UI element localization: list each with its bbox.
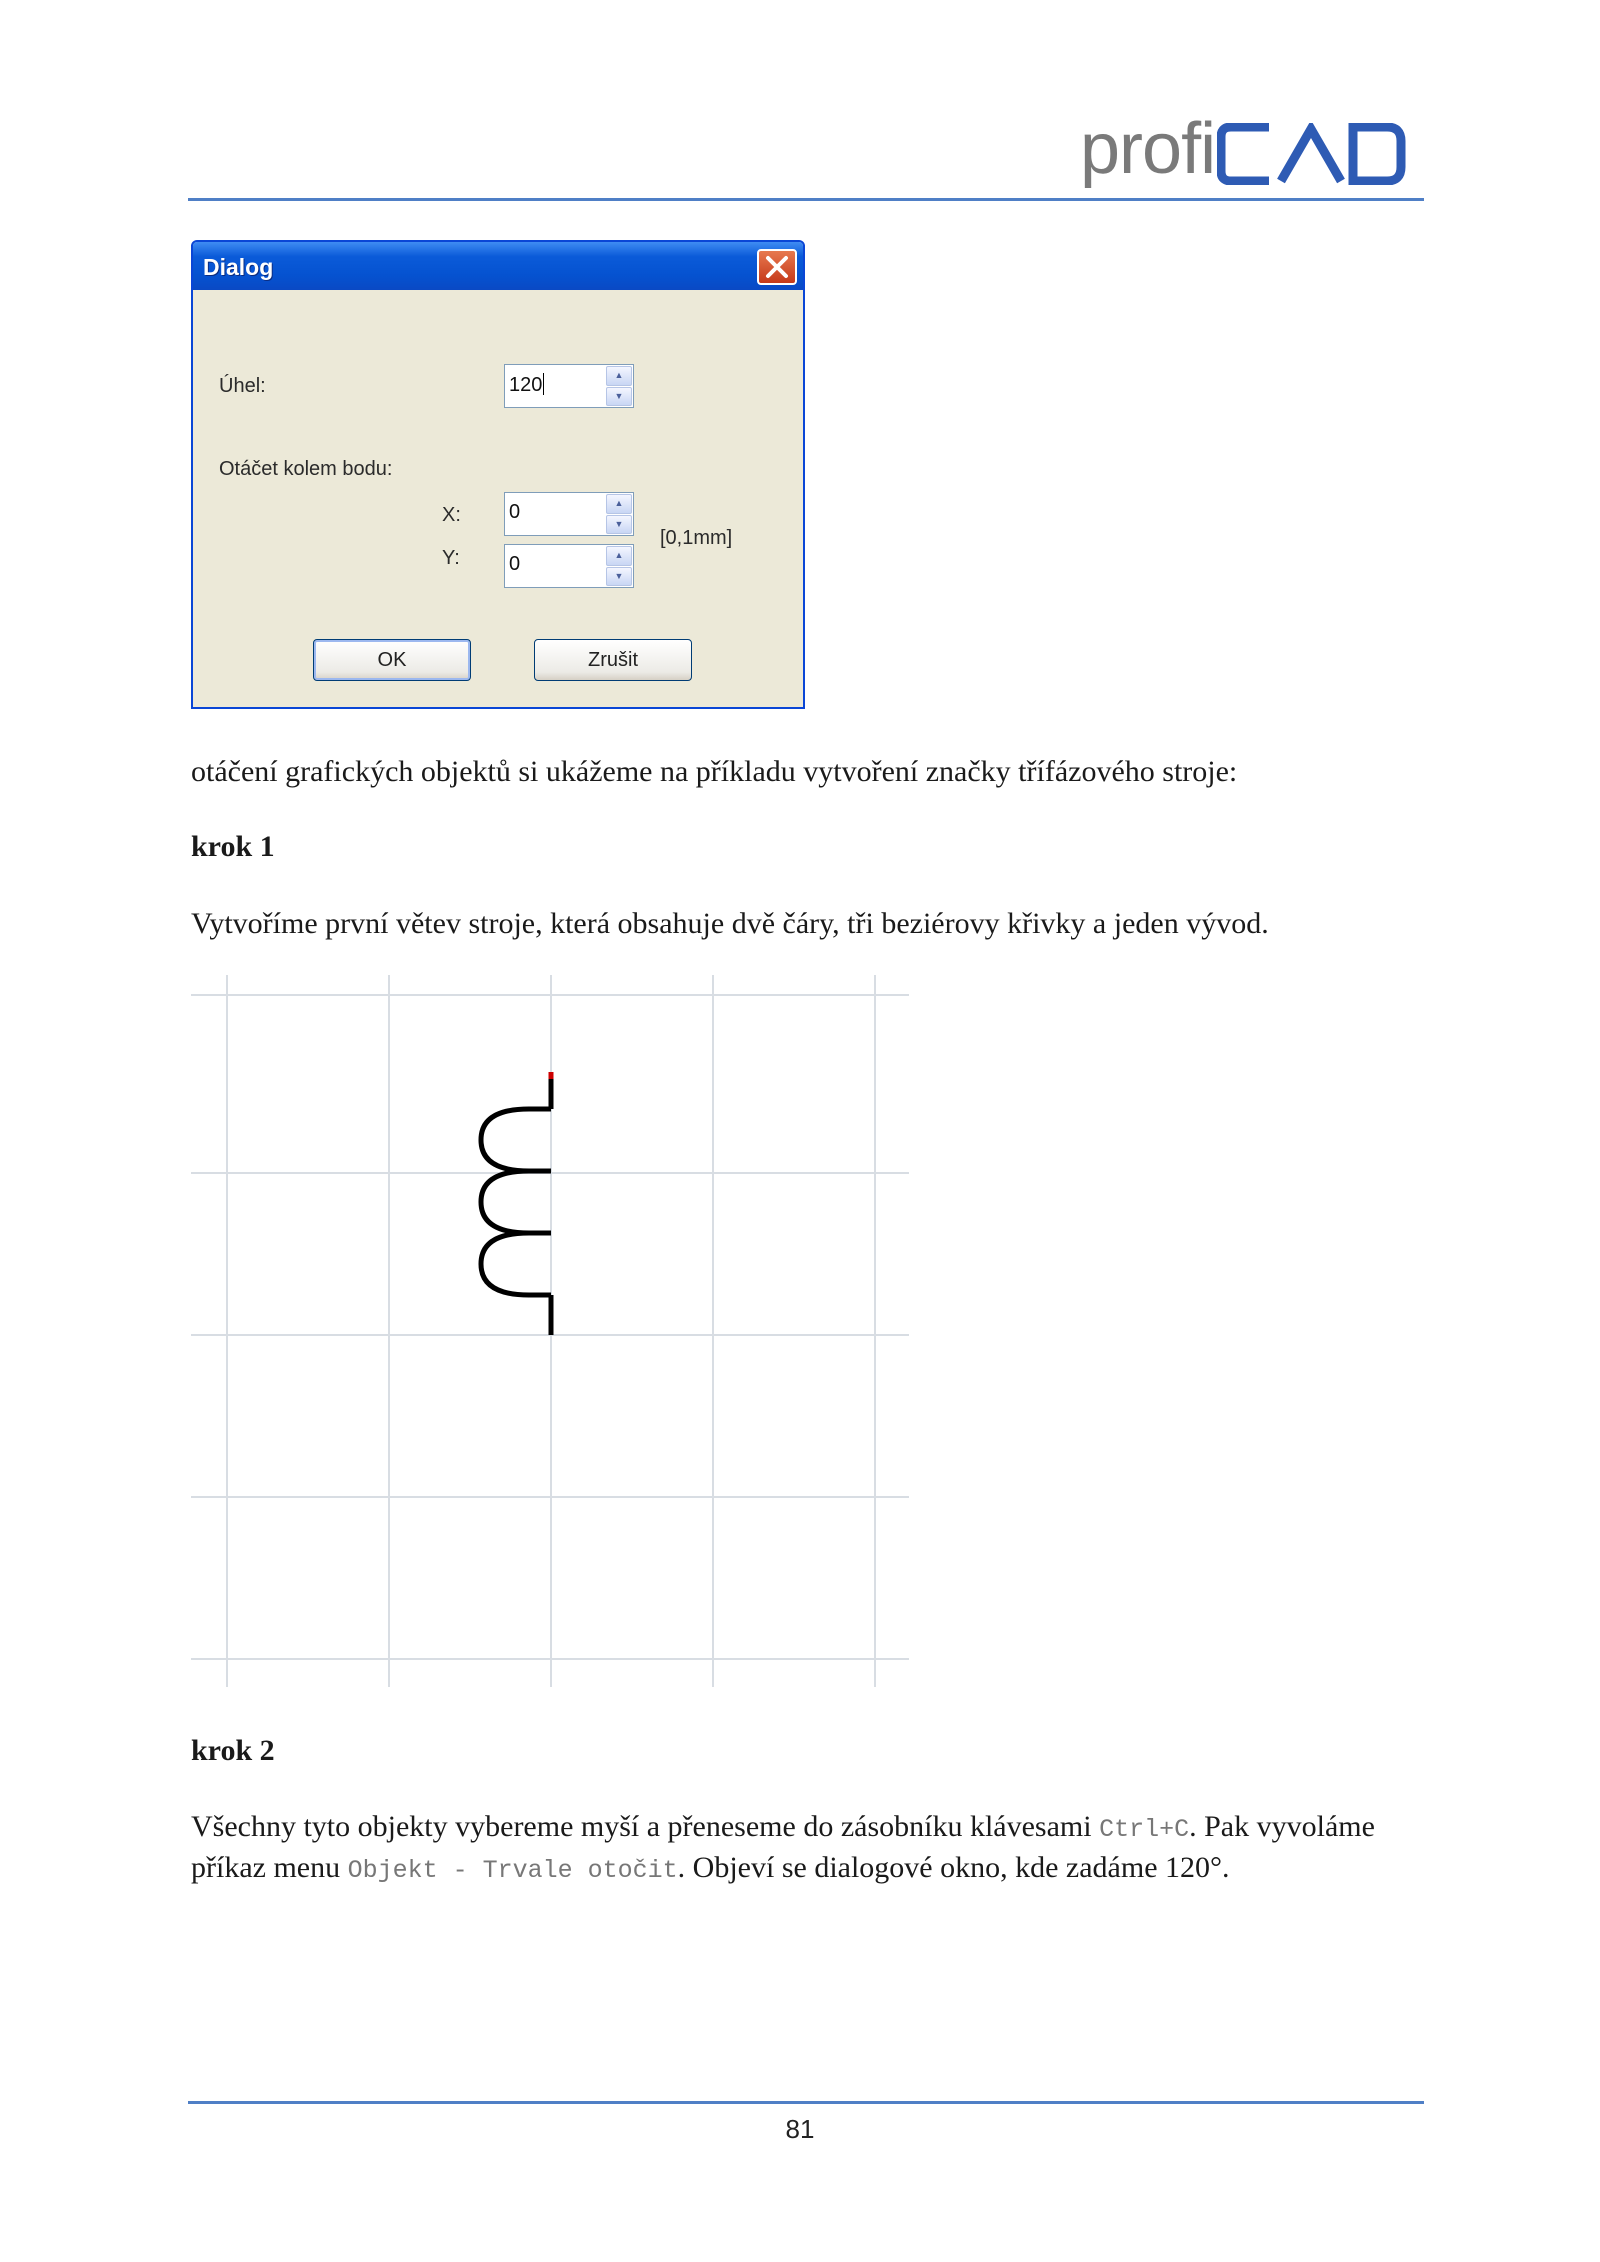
y-spinbox[interactable] — [504, 544, 634, 588]
angle-label: Úhel: — [219, 375, 266, 397]
bezier-curve-1 — [481, 1109, 551, 1171]
inductor-symbol — [481, 1075, 551, 1335]
cancel-button[interactable]: Zrušit — [534, 639, 692, 681]
footer-rule — [188, 2101, 1424, 2104]
angle-input[interactable]: 120 — [509, 374, 543, 396]
step2-text-a: Všechny tyto objekty vybereme myší a přeneseme do zásobníku klávesami — [191, 1810, 1100, 1843]
y-input[interactable]: 0 — [509, 553, 521, 575]
menu-command-code: Objekt - Trvale otočit — [347, 1856, 678, 1885]
symbol-grid-figure — [191, 975, 909, 1687]
header-rule — [188, 198, 1424, 201]
proficad-logo — [1080, 105, 1407, 189]
ok-button[interactable]: OK — [313, 639, 471, 681]
step1-paragraph: Vytvoříme první větev stroje, která obsahuje dvě čáry, tři beziérovy křivky a jeden vývod. — [191, 907, 1269, 940]
x-up-arrow-icon[interactable]: ▲ — [606, 494, 632, 514]
dialog-title: Dialog — [203, 254, 274, 280]
angle-spinbox[interactable] — [504, 364, 634, 408]
shortcut-code: Ctrl+C — [1099, 1815, 1190, 1844]
y-label: Y: — [442, 547, 460, 569]
rotate-around-label: Otáčet kolem bodu: — [219, 458, 393, 480]
intro-paragraph: otáčení grafických objektů si ukážeme na příkladu vytvoření značky třífázového stroje: — [191, 755, 1238, 788]
logo-profi-text: profi — [1080, 109, 1216, 189]
unit-label: [0,1mm] — [660, 527, 733, 549]
x-down-arrow-icon[interactable]: ▼ — [606, 515, 632, 535]
step2-text-c: . Objeví se dialogové okno, kde zadáme 120°. — [677, 1851, 1230, 1884]
close-icon — [759, 251, 795, 283]
angle-up-arrow-icon[interactable]: ▲ — [606, 366, 632, 386]
x-input[interactable]: 0 — [509, 501, 521, 523]
step2-heading: krok 2 — [191, 1734, 275, 1767]
logo-cad-lettering — [1217, 123, 1407, 185]
y-up-arrow-icon[interactable]: ▲ — [606, 546, 632, 566]
dialog-titlebar[interactable] — [193, 242, 803, 290]
rotate-dialog — [191, 240, 805, 709]
bezier-curve-2 — [481, 1171, 551, 1233]
close-button[interactable] — [757, 249, 797, 285]
angle-down-arrow-icon[interactable]: ▼ — [606, 387, 632, 407]
text-caret — [543, 373, 544, 395]
bezier-curve-3 — [481, 1233, 551, 1295]
step2-text-b: . Pak vyvoláme příkaz menu — [191, 1810, 1375, 1884]
step1-heading: krok 1 — [191, 830, 275, 863]
step2-paragraph — [191, 1808, 1421, 1890]
x-spinbox[interactable] — [504, 492, 634, 536]
x-label: X: — [442, 504, 461, 526]
page-number: 81 — [785, 2114, 815, 2144]
y-down-arrow-icon[interactable]: ▼ — [606, 567, 632, 587]
